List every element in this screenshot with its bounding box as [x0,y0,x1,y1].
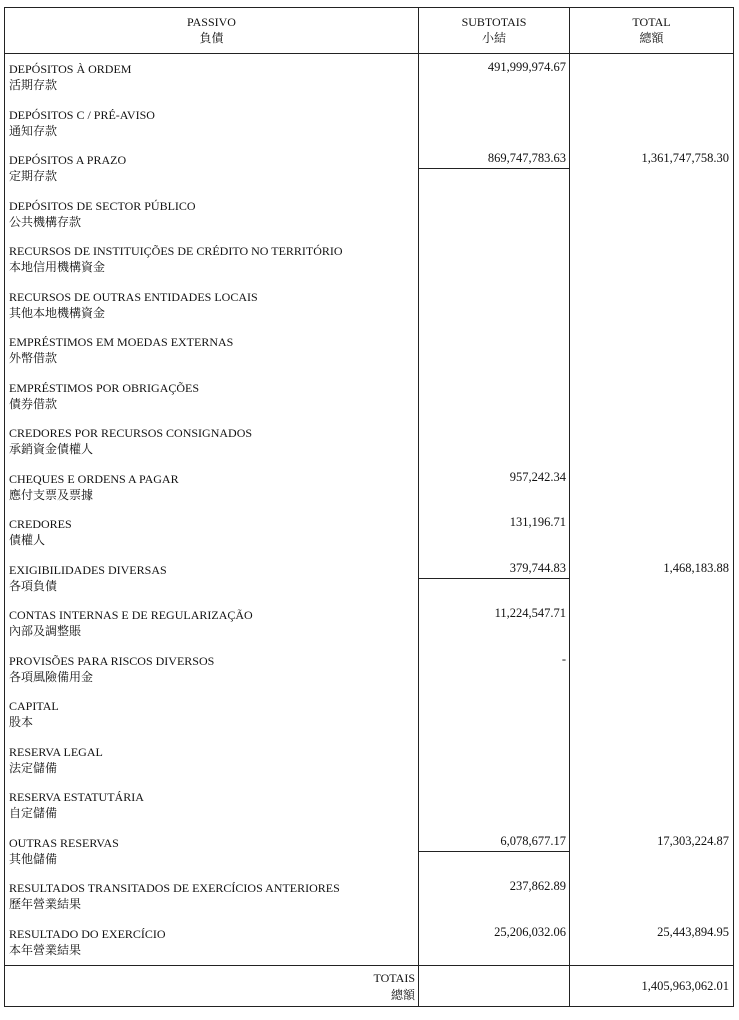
row-label-zh: 應付支票及票據 [9,487,94,502]
table-row [5,647,733,693]
row-label-pt: DEPÓSITOS A PRAZO [9,153,127,167]
header-passivo [5,8,418,54]
total-value: 25,443,894.95 [657,924,729,939]
subtotal-value: 25,206,032.06 [494,924,566,939]
table-row [5,328,733,374]
row-label-zh: 自定儲備 [9,806,58,820]
row-label-zh: 活期存款 [9,78,58,92]
header-total [570,8,733,54]
row-label-pt: OUTRAS RESERVAS [9,835,119,850]
row-label-zh: 外幣借款 [9,351,58,365]
row-label-pt: RECURSOS DE OUTRAS ENTIDADES LOCAIS [9,289,258,304]
table-row [5,192,733,238]
header-passivo-pt: PASSIVO [187,15,236,29]
row-label-pt: CREDORES [9,517,72,531]
row-label-pt: EMPRÉSTIMOS POR OBRIGAÇÕES [9,380,200,395]
row-label-zh: 其他本地機構資金 [9,305,106,320]
total-value: 1,361,747,758.30 [641,151,729,165]
row-label-pt: RESULTADOS TRANSITADOS DE EXERCÍCIOS ANTERIORES [9,881,340,895]
subtotal-value: 957,242.34 [509,469,566,484]
row-label-pt: PROVISÕES PARA RISCOS DIVERSOS [9,653,215,668]
row-label-zh: 本年營業結果 [9,942,82,957]
row-label-zh: 本地信用機構資金 [9,260,106,274]
row-label-zh: 債券借款 [9,396,58,411]
table-row [5,783,733,829]
row-label-zh: 法定儲備 [9,760,58,775]
table-row [5,874,733,920]
header-subtotais [419,8,569,54]
row-label-zh: 歷年營業結果 [9,897,82,911]
row-label-pt: EXIGIBILIDADES DIVERSAS [9,562,167,577]
row-label-pt: RESERVA ESTATUTÁRIA [9,790,144,804]
table-row [5,738,733,784]
table-row [5,510,733,556]
totals-label-pt: TOTAIS [373,971,415,985]
table-row [5,237,733,283]
subtotal-value: 379,744.83 [509,560,566,575]
row-label-zh: 內部及調整賬 [9,624,82,638]
subtotal-value: 6,078,677.17 [500,833,566,848]
total-value: 1,468,183.88 [663,560,729,575]
subtotal-value: 491,999,974.67 [487,60,566,74]
totals-label-zh: 總額 [390,988,415,1002]
table-row [5,146,733,192]
row-label-pt: CAPITAL [9,699,59,713]
totals-row [5,966,733,1008]
grand-total-value: 1,405,963,062.01 [641,979,729,993]
table-row [5,920,733,966]
row-label-pt: RECURSOS DE INSTITUIÇÕES DE CRÉDITO NO TERRITÓRIO [9,244,343,258]
row-label-pt: CREDORES POR RECURSOS CONSIGNADOS [9,426,253,440]
header-subtotais-pt: SUBTOTAIS [461,15,527,29]
row-label-pt: EMPRÉSTIMOS EM MOEDAS EXTERNAS [9,335,234,349]
row-label-pt: CHEQUES E ORDENS A PAGAR [9,471,179,486]
header-total-pt: TOTAL [632,15,671,29]
table-row [5,601,733,647]
row-label-zh: 各項風險備用金 [9,669,94,684]
row-label-zh: 定期存款 [9,169,58,183]
row-label-pt: DEPÓSITOS DE SECTOR PÚBLICO [9,198,196,213]
header-total-zh: 總額 [639,31,664,45]
subtotal-value: 869,747,783.63 [487,151,566,165]
table-row [5,374,733,420]
table-row [5,283,733,329]
row-label-zh: 通知存款 [9,123,58,138]
row-label-pt: RESULTADO DO EXERCÍCIO [9,926,166,941]
row-label-zh: 其他儲備 [9,851,58,866]
total-value: 17,303,224.87 [657,833,729,848]
subtotal-value: 131,196.71 [509,515,566,529]
row-label-zh: 股本 [9,715,34,729]
table-row [5,829,733,875]
row-label-pt: RESERVA LEGAL [9,744,103,759]
table-row [5,465,733,511]
row-label-pt: CONTAS INTERNAS E DE REGULARIZAÇÃO [9,608,253,622]
row-label-zh: 各項負債 [9,578,58,593]
subtotal-value: - [561,651,566,666]
row-label-zh: 公共機構存款 [9,214,82,229]
row-label-pt: DEPÓSITOS À ORDEM [9,62,132,76]
row-label-pt: DEPÓSITOS C / PRÉ-AVISO [9,107,155,122]
header-subtotais-zh: 小結 [481,31,506,45]
row-label-zh: 承銷資金債權人 [9,442,94,456]
table-row [5,419,733,465]
table-row [5,692,733,738]
table-row [5,55,733,101]
subtotal-value: 11,224,547.71 [494,606,566,620]
subtotal-value: 237,862.89 [509,879,566,893]
table-row [5,556,733,602]
table-row [5,101,733,147]
row-label-zh: 債權人 [9,533,46,547]
header-passivo-zh: 負債 [199,31,224,45]
liabilities-table [4,7,734,1007]
